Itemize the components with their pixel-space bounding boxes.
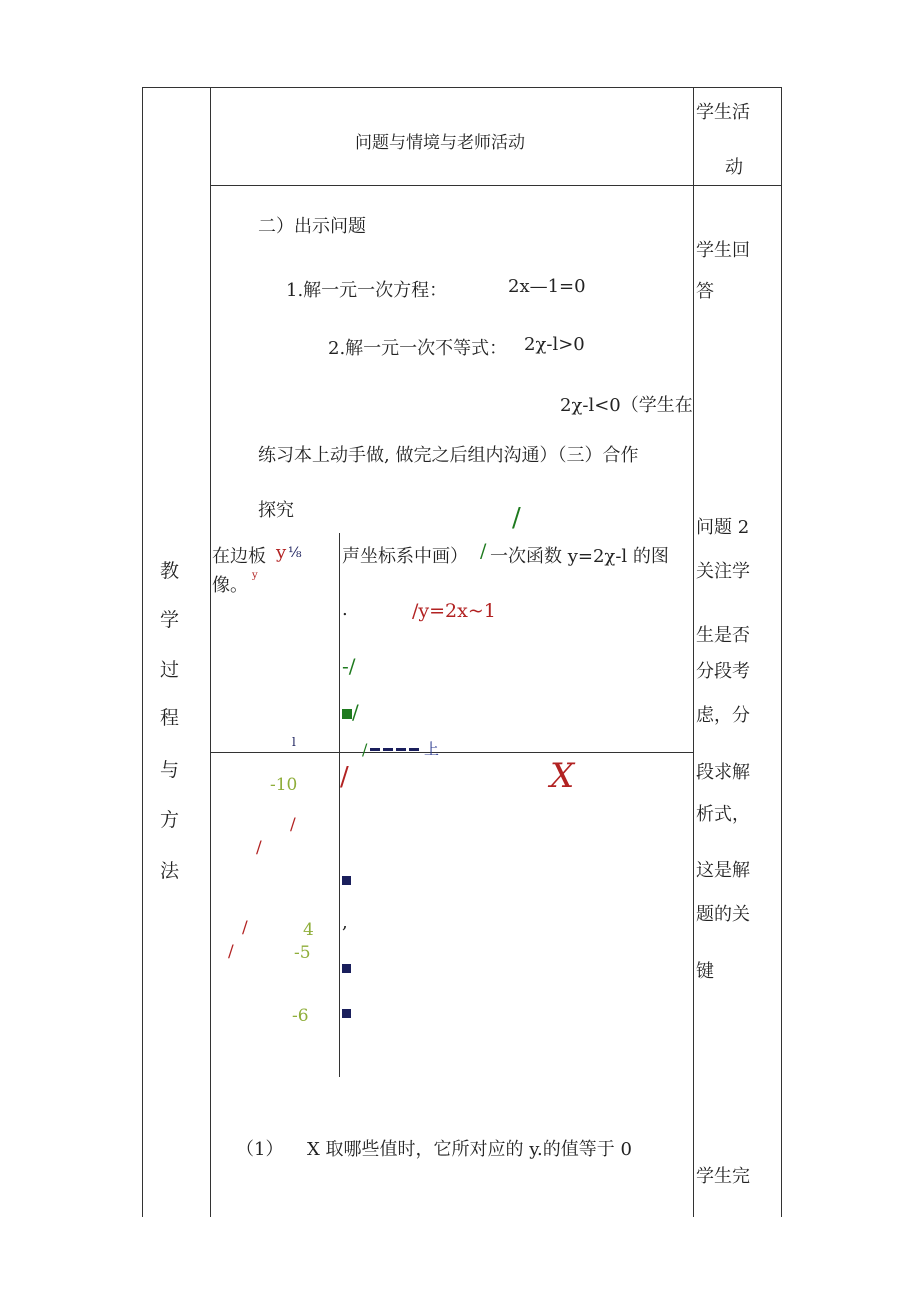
graph-x-axis	[210, 752, 694, 753]
label-neg6: -6	[292, 1006, 309, 1026]
graph-point-3	[342, 1009, 351, 1018]
table-top-border	[142, 87, 782, 88]
right-note-3-line1: 学生完	[696, 1166, 750, 1187]
label-4: 4	[303, 920, 314, 940]
question-2-equation: 2χ-l>0	[524, 334, 585, 355]
right-note-2-line10: 键	[696, 961, 714, 982]
dash-slash-mark: -/	[342, 654, 356, 678]
func-slash: /	[480, 540, 487, 562]
header-row-divider	[210, 185, 782, 186]
right-note-2-line5: 虑，分	[696, 705, 750, 726]
paragraph-line-2: 探究	[258, 500, 294, 521]
left-col-char-7: 法	[160, 860, 180, 882]
axis-slash: /	[362, 740, 368, 759]
line-segment-2: /	[290, 815, 296, 835]
board-text-1: 在边板	[212, 546, 266, 567]
graph-comma: ,	[342, 912, 348, 933]
left-col-char-5: 与	[160, 759, 180, 781]
graph-y-axis	[339, 533, 340, 1077]
board-y: y	[276, 542, 287, 563]
right-note-2-line4: 分段考	[696, 661, 750, 682]
line-segment-5: /	[228, 942, 234, 962]
right-column-title-line1: 学生活	[696, 102, 750, 123]
right-note-1-line2: 答	[696, 281, 714, 302]
table-right-border	[781, 87, 782, 1217]
axis-dash-2	[383, 748, 393, 751]
right-note-2-line3: 生是否	[696, 625, 750, 646]
function-text: 一次函数 y=2χ-l 的图	[490, 546, 669, 567]
bottom-question-text: X 取哪些值时，它所对应的 y.的值等于 0	[307, 1139, 632, 1160]
left-col-char-3: 过	[160, 659, 180, 681]
board-small-y: y	[252, 570, 258, 581]
graph-slash-mark: /	[512, 503, 521, 533]
axis-dash-3	[396, 748, 406, 751]
bottom-question-label: （1）	[236, 1139, 284, 1160]
section-title: 二）出示问题	[258, 216, 366, 237]
line-label: /y=2x~1	[412, 600, 496, 622]
question-1-equation: 2x—1=0	[508, 276, 586, 297]
question-2-label: 2.解一元一次不等式：	[328, 338, 508, 359]
tick-l: l	[292, 735, 296, 749]
middle-column-title: 问题与情境与老师活动	[355, 133, 525, 153]
right-note-2-line7: 析式，	[696, 804, 750, 825]
axis-dash-4	[409, 748, 419, 751]
question-1-label: 1.解一元一次方程：	[286, 280, 448, 301]
left-col-char-2: 学	[160, 609, 180, 631]
graph-point-2	[342, 964, 351, 973]
left-col-char-6: 方	[160, 809, 180, 831]
axis-dash-1	[370, 748, 380, 751]
axis-x-label: X	[550, 756, 575, 796]
question-3-line: 2χ-l<0（学生在	[560, 395, 693, 416]
board-text-2: 像。	[212, 575, 248, 596]
right-note-2-line9: 题的关	[696, 904, 750, 925]
coord-system-text: 声坐标系中画）	[342, 546, 468, 567]
graph-dot: .	[342, 599, 348, 620]
line-segment-4: /	[242, 918, 248, 938]
left-col-char-1: 教	[160, 560, 180, 582]
right-note-1-line1: 学生回	[696, 240, 750, 261]
square-slash-mark: /	[342, 700, 359, 724]
table-left-border	[142, 87, 143, 1217]
right-note-2-line1: 问题 2	[696, 517, 750, 538]
paragraph-line-1: 练习本上动手做, 做完之后组内沟通）（三）合作	[258, 445, 639, 466]
label-neg10: -10	[270, 775, 298, 795]
line-segment-1: /	[340, 762, 349, 792]
label-neg5: -5	[294, 943, 311, 963]
axis-tick-char: 上	[424, 740, 440, 758]
graph-point-1	[342, 876, 351, 885]
left-col-char-4: 程	[160, 707, 180, 729]
right-note-2-line8: 这是解	[696, 860, 750, 881]
board-frac: ⅛	[288, 545, 302, 561]
right-note-2-line2: 关注学	[696, 561, 750, 582]
col-divider-1	[210, 87, 211, 1217]
right-note-2-line6: 段求解	[696, 762, 750, 783]
right-column-title-line2: 动	[725, 157, 743, 178]
col-divider-2	[693, 87, 694, 1217]
line-segment-3: /	[256, 838, 262, 858]
